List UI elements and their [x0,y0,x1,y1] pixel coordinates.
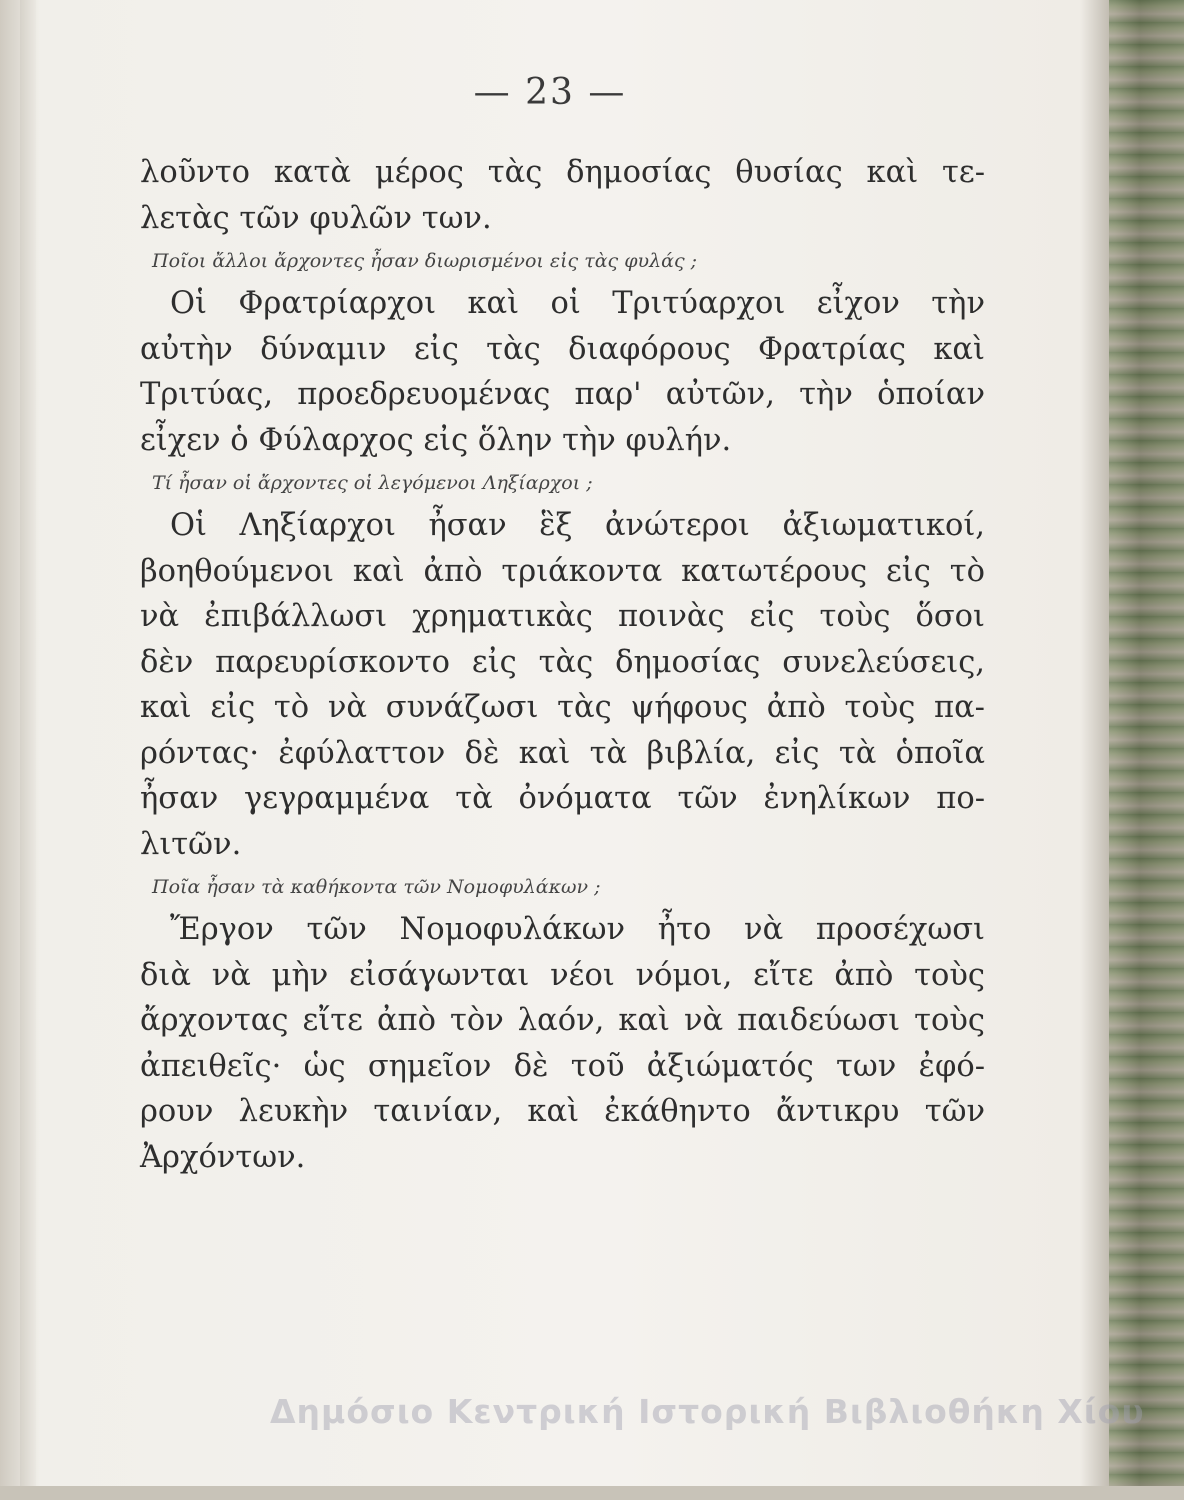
text-line: καὶ εἰς τὸ νὰ συνάζωσι τὰς ψήφους ἀπὸ τοὺς πα- [140,690,985,725]
text-line: Οἱ Ληξίαρχοι ἦσαν ἓξ ἀνώτεροι ἀξιωματικοί, [170,508,985,543]
text-line: ρόντας· ἐφύλαττον δὲ καὶ τὰ βιβλία, εἰς τὰ ὁποῖα [140,735,985,771]
text-line: Ἔργον τῶν Νομοφυλάκων ἦτο νὰ προσέχωσι [170,912,985,947]
text-line: Τριτύας, προεδρευομένας παρ' αὐτῶν, τὴν ὁποίαν [140,377,985,412]
text-line: Οἱ Φρατρίαρχοι καὶ οἱ Τριτύαρχοι εἶχον τὴν [170,286,985,321]
page-number: — 23 — [473,72,627,113]
page-left-edge [20,0,36,1500]
text-line: νὰ ἐπιβάλλωσι χρηματικὰς ποινὰς εἰς τοὺς ὅσοι [140,599,985,634]
text-line: διὰ νὰ μὴν εἰσάγωνται νέοι νόμοι, εἴτε ἀπὸ τοὺς [140,957,985,993]
text-line: εἶχεν ὁ Φύλαρχος εἰς ὅλην τὴν φυλήν. [140,422,732,458]
text-line: ρουν λευκὴν ταινίαν, καὶ ἐκάθηντο ἄντικρυ τῶν [140,1094,985,1129]
page-bottom-edge [0,1486,1184,1500]
question-heading: Ποῖα ἦσαν τὰ καθήκοντα τῶν Νομοφυλάκων ; [152,876,601,898]
text-line: Ἀρχόντων. [140,1139,306,1175]
text-line: ἀπειθεῖς· ὡς σημεῖον δὲ τοῦ ἀξιώματός των ἐφό- [140,1048,985,1084]
question-heading: Τί ἦσαν οἱ ἄρχοντες οἱ λεγόμενοι Ληξίαρχοι ; [152,472,593,494]
text-line: ἄρχοντας εἴτε ἀπὸ τὸν λαόν, καὶ νὰ παιδεύωσι τοὺς [140,1003,985,1038]
text-line: βοηθούμενοι καὶ ἀπὸ τριάκοντα κατωτέρους εἰς τὸ [140,553,985,589]
text-line: αὐτὴν δύναμιν εἰς τὰς διαφόρους Φρατρίας καὶ [140,331,985,367]
text-line: λετὰς τῶν φυλῶν των. [140,200,492,236]
text-line: ἦσαν γεγραμμένα τὰ ὀνόματα τῶν ἐνηλίκων πο- [140,781,985,816]
text-line: λιτῶν. [140,826,242,862]
page-text-body [140,150,985,1180]
text-line: λοῦντο κατὰ μέρος τὰς δημοσίας θυσίας καὶ τε- [140,155,985,190]
book-spine-edge [1109,0,1184,1500]
question-heading: Ποῖοι ἄλλοι ἄρχοντες ἦσαν διωρισμένοι εἰς τὰς φυλάς ; [152,250,698,272]
library-watermark: Δημόσιο Κεντρική Ιστορική Βιβλιοθήκη Χίου [270,1392,1145,1431]
text-line: δὲν παρευρίσκοντο εἰς τὰς δημοσίας συνελεύσεις, [140,644,985,680]
